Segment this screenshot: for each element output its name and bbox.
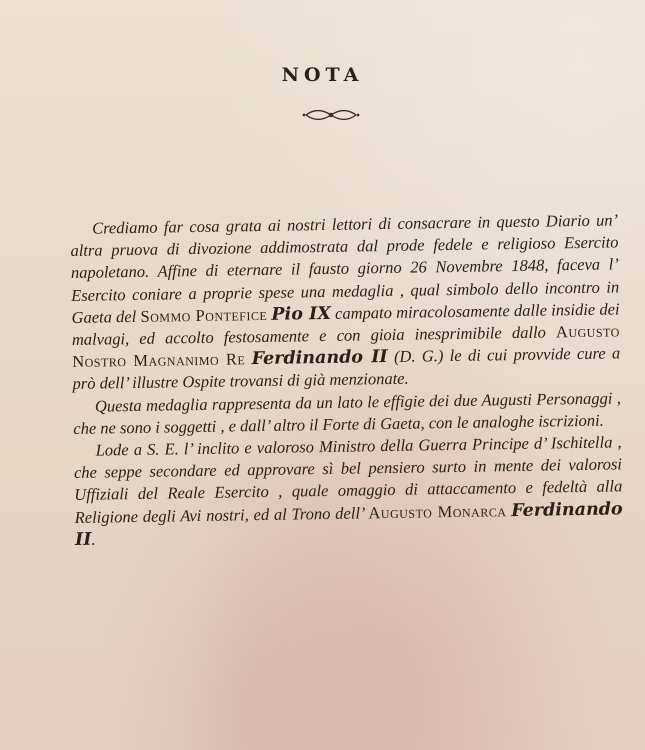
paragraph <box>73 431 623 551</box>
small-caps-text: Augusto Monarca <box>368 500 507 522</box>
body-text <box>70 209 623 551</box>
name-bold: Ferdinando II <box>74 498 623 550</box>
text-run: . <box>91 529 96 549</box>
page-title: NOTA <box>281 64 364 86</box>
small-caps-text: Sommo Pontefice <box>140 304 268 326</box>
paragraph <box>70 209 621 395</box>
text-run: campato miracolosamente dalle insidie dei malvagi, ed accolto festosamente e con gioia inesprimibile dallo <box>71 299 620 349</box>
text-run: Questa medaglia rappresenta da un lato le effigie dei due Augusti Personaggi , che ne sono i soggetti , e dall’ altro il Forte di Gaeta, con le analoghe iscrizioni. <box>73 387 622 438</box>
text-run: Lode a S. E. l’ inclito e valoroso Ministro della Guerra Principe d’ Ischitella , che seppe secondare ed approvare sì bel pensiero surto in mente dei valorosi Uffiziali del Reale Esercito , quale omaggio di attaccamento e fedeltà alla Religione degli Avi nostri, ed al Trono dell’ <box>73 432 623 527</box>
small-caps-text: Augusto Nostro Magnanimo Re <box>72 321 620 372</box>
name-bold: Pio IX <box>271 303 332 325</box>
ornament-icon <box>302 108 360 122</box>
text-run: (D. G.) le di cui provvide cure a prò dell’ illustre Ospite trovansi di già menzionate. <box>72 343 621 394</box>
name-bold: Ferdinando II <box>251 347 388 370</box>
text-run: Crediamo far cosa grata ai nostri lettori di consacrare in questo Diario un’ altra pruova di divozione addimostrata dal prode fedele e religioso Esercito napoletano. Affine di eternare il fausto giorno 26 Novembre 1848, faceva l’ Esercito coniare a proprie spese una medaglia , qual simbolo dello incontro in Gaeta del <box>70 210 620 327</box>
